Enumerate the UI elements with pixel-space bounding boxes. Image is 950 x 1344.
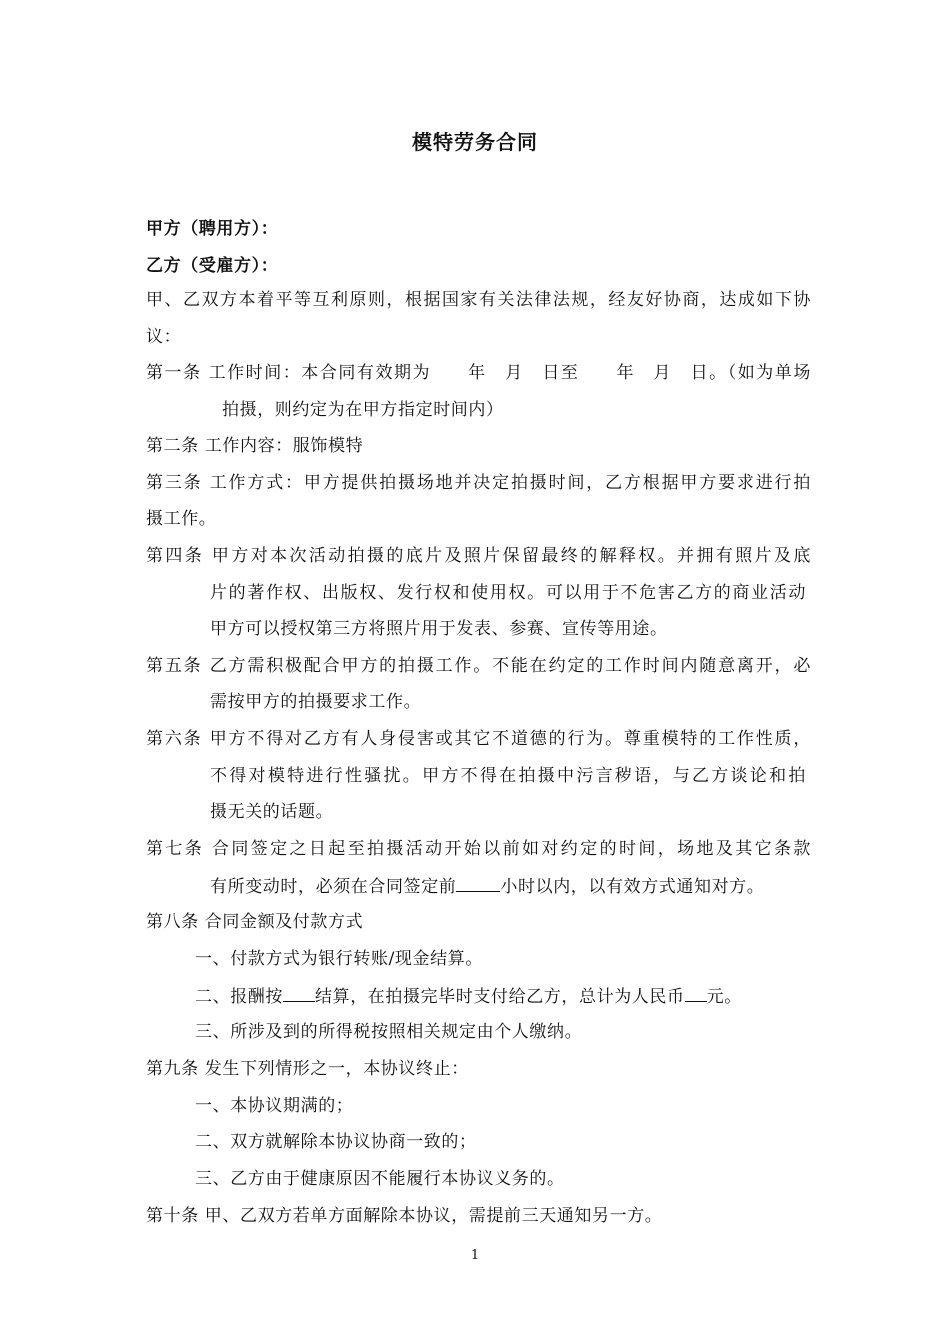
article-2: 第二条 工作内容：服饰模特 xyxy=(146,436,364,456)
article-9-item-2: 二、双方就解除本协议协商一致的； xyxy=(195,1132,477,1152)
article-8-item-2-after: 元。 xyxy=(706,987,742,1007)
intro-line-1: 甲、乙双方本着平等互利原则，根据国家有关法律法规，经友好协商，达成如下协 xyxy=(146,290,811,310)
article-8-item-3: 三、所涉及到的所得税按照相关规定由个人缴纳。 xyxy=(195,1022,583,1042)
article-7-text-after: 小时以内，以有效方式通知对方。 xyxy=(500,877,765,897)
article-4-line-1: 第四条 甲方对本次活动拍摄的底片及照片保留最终的解释权。并拥有照片及底 xyxy=(146,546,811,566)
article-9-item-1: 一、本协议期满的； xyxy=(195,1096,354,1116)
article-7-line-2 xyxy=(210,875,875,898)
article-3-line-1: 第三条 工作方式：甲方提供拍摄场地并决定拍摄时间，乙方根据甲方要求进行拍 xyxy=(146,473,811,493)
document-title: 模特劳务合同 xyxy=(412,130,538,154)
article-8-item-2-middle: 结算，在拍摄完毕时支付给乙方，总计为人民币 xyxy=(315,987,685,1007)
intro-line-2: 议： xyxy=(146,327,182,347)
article-4-line-2: 片的著作权、出版权、发行权和使用权。可以用于不危害乙方的商业活动 xyxy=(210,583,806,603)
article-10: 第十条 甲、乙双方若单方面解除本协议，需提前三天通知另一方。 xyxy=(146,1206,663,1226)
article-5-line-2: 需按甲方的拍摄要求工作。 xyxy=(210,692,422,712)
article-6-line-2: 不得对模特进行性骚扰。甲方不得在拍摄中污言秽语，与乙方谈论和拍 xyxy=(210,766,806,786)
article-7-line-1: 第七条 合同签定之日起至拍摄活动开始以前如对约定的时间，场地及其它条款 xyxy=(146,839,811,859)
hours-blank xyxy=(456,875,500,892)
page-number: 1 xyxy=(470,1248,480,1263)
article-9-item-3: 三、乙方由于健康原因不能履行本协议义务的。 xyxy=(195,1169,565,1189)
article-3-line-2: 摄工作。 xyxy=(146,509,217,529)
article-9-heading: 第九条 发生下列情形之一，本协议终止： xyxy=(146,1059,469,1079)
article-6-line-1: 第六条 甲方不得对乙方有人身侵害或其它不道德的行为。尊重模特的工作性质， xyxy=(146,729,811,749)
article-6-line-3: 摄无关的话题。 xyxy=(210,802,334,822)
article-5-line-1: 第五条 乙方需积极配合甲方的拍摄工作。不能在约定的工作时间内随意离开，必 xyxy=(146,656,811,676)
article-8-item-2 xyxy=(195,985,860,1008)
amount-blank xyxy=(685,985,707,1002)
article-8-item-1: 一、付款方式为银行转账/现金结算。 xyxy=(195,949,483,969)
article-7-text-before: 有所变动时，必须在合同签定前 xyxy=(210,877,457,897)
party-b-label: 乙方（受雇方）： xyxy=(146,256,279,276)
article-8-heading: 第八条 合同金额及付款方式 xyxy=(146,912,364,932)
settlement-blank xyxy=(283,985,315,1002)
article-4-line-3: 甲方可以授权第三方将照片用于发表、参赛、宣传等用途。 xyxy=(210,619,668,639)
article-1-line-1: 第一条 工作时间：本合同有效期为 年 月 日至 年 月 日。（如为单场 xyxy=(146,363,811,383)
party-a-label: 甲方（聘用方）： xyxy=(146,219,279,239)
article-1-line-2: 拍摄，则约定为在甲方指定时间内） xyxy=(222,400,504,420)
article-8-item-2-before: 二、报酬按 xyxy=(195,987,283,1007)
